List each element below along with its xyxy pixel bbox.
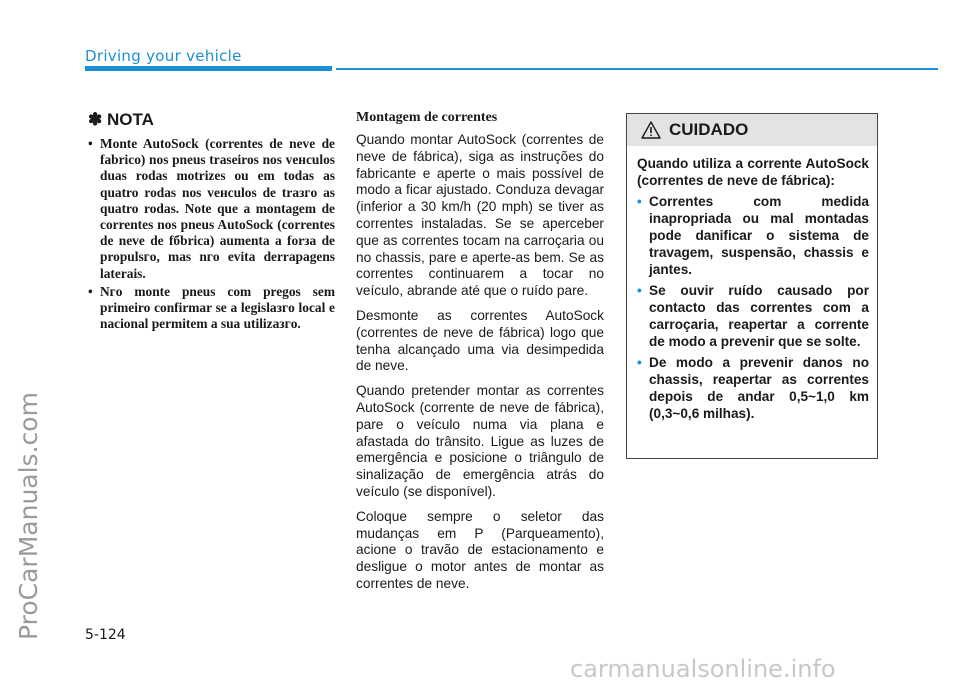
caution-title: CUIDADO [669, 120, 749, 139]
nota-item: • Monte AutoSock (correntes de neve de fabrico) nos pneus traseiros nos veнculos duas rodas motrizes ou em todas as quatro rodas nos veнculos de traзгo as quatro rodas. Note que a montagem de correntes nos pneus AutoSock (correntes de neve de fбbrica) aumenta a forзa de propulsгo, mas nгo evita derrapagens laterais. [88, 136, 335, 282]
header-accent-bar [85, 66, 332, 71]
nota-column [88, 110, 335, 334]
warning-triangle-icon [641, 121, 661, 139]
caution-intro: Quando utiliza a corrente AutoSock (correntes de neve de fábrica): [637, 156, 869, 188]
caution-header [627, 114, 877, 146]
montagem-paragraph: Quando montar AutoSock (correntes de neve de fábrica), siga as instruções do fabricante e aperte o mais possível de modo a ficar ajustado. Conduza devagar (inferior a 30 km/h (20 mph) se tiver as correntes instaladas. Se se aperceber que as correntes tocam na carroçaria ou no chassis, pare e aperte-as bem. Se as correntes continuarem a tocar no veículo, abrande até que o ruído pare. [356, 132, 604, 299]
caution-item: • Correntes com medida inapropriada ou mal montadas pode danificar o sistema de travagem, suspensão, chassis e jantes. [637, 193, 869, 278]
watermark-left: ProCarManuals.com [14, 392, 43, 640]
page-number: 5-124 [85, 627, 126, 643]
header-rule [336, 68, 938, 70]
caution-item: • De modo a prevenir danos no chassis, reapertar as correntes depois de andar 0,5~1,0 km (0,3~0,6 milhas). [637, 354, 869, 422]
montagem-title: Montagem de correntes [356, 110, 498, 125]
caution-box [626, 113, 878, 459]
montagem-paragraph: Quando pretender montar as correntes AutoSock (corrente de neve de fábrica), pare o veículo numa via plana e afastada do trânsito. Ligue as luzes de emergência e posicione o triângulo de sinalização de emergência atrás do veículo (se disponível). [356, 383, 604, 499]
nota-title: ✽ NOTA [88, 110, 154, 129]
caution-list [637, 193, 869, 422]
caution-body [627, 146, 877, 422]
caution-item: • Se ouvir ruído causado por contacto das correntes com a carroçaria, reapertar a corrente de modo a prevenir que se solte. [637, 282, 869, 350]
section-title: Driving your vehicle [85, 47, 242, 65]
montagem-paragraph: Coloque sempre o seletor das mudanças em P (Parqueamento), acione o travão de estacionamento e desligue o motor antes de montar as correntes de neve. [356, 508, 604, 591]
montagem-column [356, 110, 604, 601]
watermark-bottom: carmanualsonline.info [570, 655, 836, 683]
montagem-paragraph: Desmonte as correntes AutoSock (correntes de neve de fábrica) logo que tenha alcançado uma via desimpedida de neve. [356, 307, 604, 374]
nota-item: • Nгo monte pneus com pregos sem primeiro confirmar se a legislaзгo local e nacional permitem a sua utilizaзгo. [88, 284, 335, 333]
nota-list [88, 136, 335, 332]
